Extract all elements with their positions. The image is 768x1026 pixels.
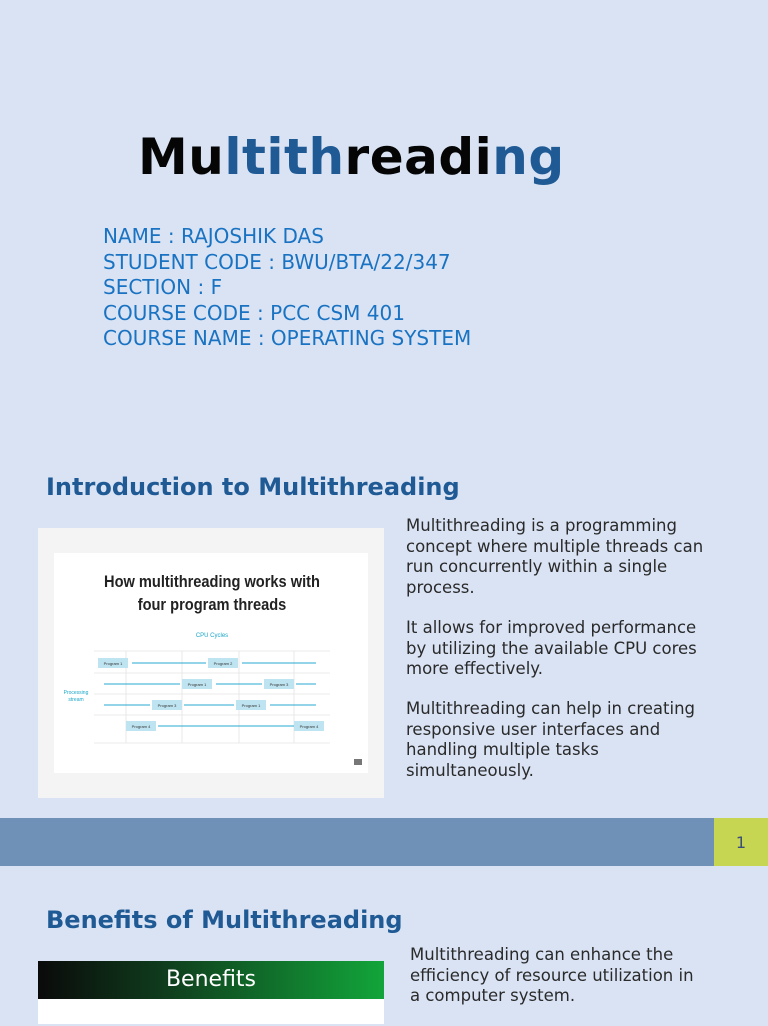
- student-info: [103, 224, 471, 352]
- box-label: Program 4: [299, 724, 319, 729]
- page-number: 1: [714, 818, 768, 866]
- benefits-image-title: Benefits: [38, 961, 384, 999]
- box-label: Program 4: [131, 724, 151, 729]
- title-part-1: Mu: [138, 128, 225, 186]
- benefits-text: [410, 945, 700, 1026]
- logo-mark-icon: [354, 759, 362, 765]
- intro-heading: Introduction to Multithreading: [46, 473, 460, 501]
- diagram-arrows: [104, 663, 316, 726]
- cpu-cycles-label: CPU Cycles: [195, 633, 229, 639]
- processing-stream-label-1: Processing: [63, 690, 89, 696]
- slide-title: [138, 128, 565, 186]
- section: SECTION : F: [103, 275, 223, 299]
- box-label: Program 1: [187, 682, 207, 687]
- course-name: COURSE NAME : OPERATING SYSTEM: [103, 326, 472, 350]
- benefits-heading: Benefits of Multithreading: [46, 906, 403, 934]
- box-label: Program 1: [241, 703, 261, 708]
- benefits-paragraph-1: Multithreading can enhance the efficiency of resource utilization in a computer system.: [410, 945, 694, 1006]
- student-name: NAME : RAJOSHIK DAS: [103, 224, 324, 248]
- diagram-title-line1: How multithreading works with: [104, 573, 320, 592]
- title-part-3: readi: [344, 128, 493, 186]
- diagram-title-line2: four program threads: [137, 596, 287, 615]
- intro-text: [406, 516, 706, 801]
- title-part-2: ltith: [224, 128, 345, 186]
- diagram-svg: [54, 553, 368, 773]
- box-label: Program 2: [213, 661, 233, 666]
- student-code: STUDENT CODE : BWU/BTA/22/347: [103, 249, 451, 274]
- title-part-4: ng: [492, 128, 565, 186]
- intro-paragraph-2: It allows for improved performance by utilizing the available CPU cores more effectively.: [406, 617, 697, 679]
- benefits-image: [38, 961, 384, 1024]
- box-label: Program 3: [269, 682, 289, 687]
- box-label: Program 1: [103, 661, 123, 666]
- intro-paragraph-3: Multithreading can help in creating responsive user interfaces and handling multiple tasks simultaneously.: [406, 698, 695, 781]
- course-code: COURSE CODE : PCC CSM 401: [103, 300, 405, 325]
- intro-paragraph-1: Multithreading is a programming concept where multiple threads can run concurrently within a single process.: [406, 516, 704, 598]
- footer-band: [0, 818, 714, 866]
- processing-stream-label-2: stream: [68, 697, 84, 703]
- box-label: Program 3: [157, 703, 177, 708]
- multithreading-diagram-image: [38, 528, 384, 798]
- program-boxes: [98, 658, 324, 731]
- diagram-card: [54, 553, 368, 773]
